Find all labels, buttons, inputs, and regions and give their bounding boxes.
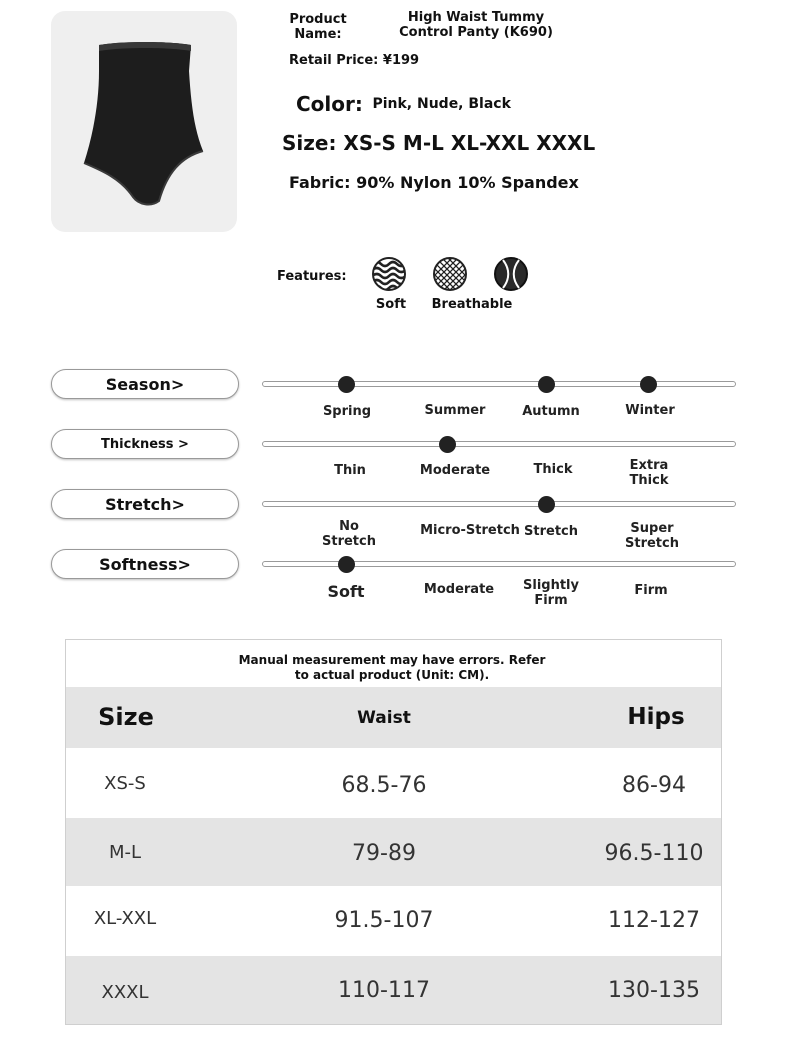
feature-label-soft: Soft xyxy=(375,297,407,312)
features-label: Features: xyxy=(277,269,347,284)
season-pill: Season> xyxy=(51,369,239,399)
table-cell-size: XXXL xyxy=(101,982,149,1003)
panty-garment-icon xyxy=(51,11,237,232)
product-image xyxy=(51,11,237,232)
table-cell-waist: 110-117 xyxy=(338,978,430,1003)
feature-label-breathable: Breathable xyxy=(431,297,513,312)
measurement-note: Manual measurement may have errors. Refer to actual product (Unit: CM). xyxy=(238,653,546,682)
soft-wave-icon xyxy=(372,257,406,295)
thickness-marker-moderate xyxy=(439,436,456,453)
table-row xyxy=(66,818,721,886)
color-line xyxy=(296,92,511,116)
softness-option-slightly-firm: Slightly Firm xyxy=(523,578,579,608)
season-option-summer: Summer xyxy=(424,403,486,418)
table-cell-hips: 130-135 xyxy=(608,978,700,1003)
ball-icon xyxy=(494,257,528,295)
season-track xyxy=(262,381,736,387)
table-row xyxy=(66,956,721,1024)
table-cell-waist: 68.5-76 xyxy=(341,773,427,798)
size-line: Size: XS-S M-L XL-XXL XXXL xyxy=(282,131,596,155)
breathable-mesh-icon xyxy=(433,257,467,295)
table-row xyxy=(66,886,721,956)
table-cell-size: XS-S xyxy=(104,773,146,794)
retail-price-value: ¥199 xyxy=(382,53,420,68)
softness-option-moderate: Moderate xyxy=(423,582,495,597)
thickness-option-thick: Thick xyxy=(533,462,573,477)
color-label: Color: xyxy=(296,92,363,116)
retail-price-label: Retail Price: xyxy=(289,53,379,68)
header-waist: Waist xyxy=(357,708,411,728)
table-cell-hips: 86-94 xyxy=(622,773,686,798)
stretch-option-super-stretch: Super Stretch xyxy=(625,521,679,551)
table-row xyxy=(66,748,721,818)
softness-track xyxy=(262,561,736,567)
thickness-option-extra-thick: Extra Thick xyxy=(629,458,669,488)
stretch-marker-stretch xyxy=(538,496,555,513)
header-size: Size xyxy=(98,703,154,731)
softness-option-firm: Firm xyxy=(634,583,668,598)
table-cell-waist: 91.5-107 xyxy=(334,908,434,933)
table-cell-hips: 96.5-110 xyxy=(604,841,704,866)
stretch-track xyxy=(262,501,736,507)
stretch-option-stretch: Stretch xyxy=(524,524,578,539)
stretch-option-no-stretch: No Stretch xyxy=(322,519,376,549)
header-hips: Hips xyxy=(627,704,685,730)
table-cell-size: M-L xyxy=(108,842,142,863)
stretch-pill: Stretch> xyxy=(51,489,239,519)
table-header-row xyxy=(66,687,721,748)
season-option-spring: Spring xyxy=(322,404,372,419)
retail-price xyxy=(289,53,419,68)
thickness-option-thin: Thin xyxy=(334,463,366,478)
size-table xyxy=(65,639,722,1025)
color-value: Pink, Nude, Black xyxy=(372,96,511,112)
stretch-option-micro-stretch: Micro-Stretch xyxy=(420,523,520,538)
product-name-value: High Waist Tummy Control Panty (K690) xyxy=(399,10,553,40)
season-marker-spring xyxy=(338,376,355,393)
season-option-winter: Winter xyxy=(625,403,675,418)
thickness-track xyxy=(262,441,736,447)
fabric-line: Fabric: 90% Nylon 10% Spandex xyxy=(289,173,579,192)
softness-option-soft: Soft xyxy=(327,582,365,601)
season-marker-autumn xyxy=(538,376,555,393)
season-option-autumn: Autumn xyxy=(522,404,580,419)
thickness-pill: Thickness > xyxy=(51,429,239,459)
season-marker-winter xyxy=(640,376,657,393)
softness-marker-soft xyxy=(338,556,355,573)
table-cell-size: XL-XXL xyxy=(93,908,157,929)
table-cell-waist: 79-89 xyxy=(352,841,416,866)
thickness-option-moderate: Moderate xyxy=(419,463,491,478)
product-name-label: Product Name: xyxy=(289,12,347,42)
table-cell-hips: 112-127 xyxy=(608,908,700,933)
softness-pill: Softness> xyxy=(51,549,239,579)
table-note-row xyxy=(66,640,721,687)
